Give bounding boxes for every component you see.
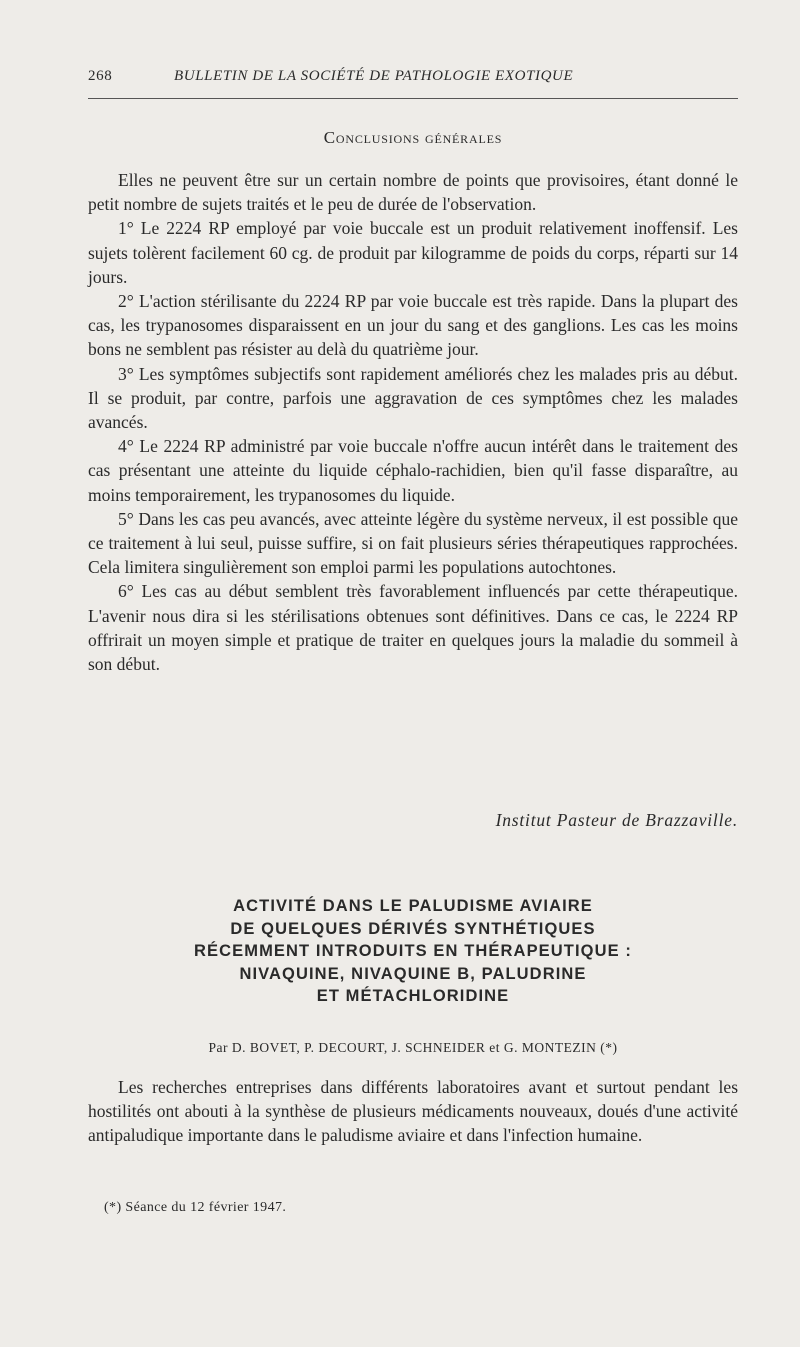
page-number: 268 (88, 68, 113, 84)
paragraph-point-3: 3° Les symptômes subjectifs sont rapidement améliorés chez les malades pris au début. Il se produit, par contre, parfois une aggravation de ces symptômes chez les malades avancés. (88, 363, 738, 433)
article-title (88, 895, 738, 1008)
header-rule (88, 98, 738, 99)
conclusions-body (88, 168, 738, 676)
section-title: Conclusions générales (323, 128, 503, 147)
intro-paragraph: Les recherches entreprises dans différents laboratoires avant et surtout pendant les hostilités ont abouti à la synthèse de plusieurs médicaments nouveaux, doués d'une activité antipaludique importante dans le paludisme aviaire et dans l'infection humaine. (88, 1077, 738, 1146)
article-intro (88, 1075, 738, 1148)
paragraph-point-4: 4° Le 2224 RP administré par voie buccale n'offre aucun intérêt dans le traitement des cas présentant une atteinte du liquide céphalo-rachidien, bien qu'il fasse disparaître, au moins temporairement, les trypanosomes du liquide. (88, 436, 738, 505)
paragraph-intro: Elles ne peuvent être sur un certain nombre de points que provisoires, étant donné le petit nombre de sujets traités et le peu de durée de l'observation. (88, 170, 738, 215)
paragraph-point-2: 2° L'action stérilisante du 2224 RP par voie buccale est très rapide. Dans la plupart des cas, les trypanosomes disparaissent en un jour du sang et des ganglions. Les cas les moins bons ne semblent pas résister au delà du quatrième jour. (88, 291, 738, 360)
institution-signature: Institut Pasteur de Brazzaville. (495, 810, 738, 830)
paragraph-point-5: 5° Dans les cas peu avancés, avec atteinte légère du système nerveux, il est possible que ce traitement à lui seul, puisse suffire, si on fait plusieurs séries thérapeutiques rapprochées. Cela limitera singulièrement son emploi parmi les populations autochtones. (88, 508, 738, 578)
article-title-line: ACTIVITÉ DANS LE PALUDISME AVIAIRE (233, 897, 593, 915)
article-title-line: NIVAQUINE, NIVAQUINE B, PALUDRINE (239, 964, 587, 983)
page-header (88, 68, 738, 92)
running-title: BULLETIN DE LA SOCIÉTÉ DE PATHOLOGIE EXOTIQUE (174, 68, 574, 84)
article-authors: Par D. BOVET, P. DECOURT, J. SCHNEIDER et G. MONTEZIN (*) (208, 1040, 618, 1055)
article-title-line: RÉCEMMENT INTRODUITS EN THÉRAPEUTIQUE : (194, 942, 632, 961)
article-title-line: DE QUELQUES DÉRIVÉS SYNTHÉTIQUES (230, 919, 596, 938)
article-title-line: ET MÉTACHLORIDINE (316, 987, 510, 1006)
paragraph-point-1: 1° Le 2224 RP employé par voie buccale est un produit relativement inoffensif. Les sujets tolèrent facilement 60 cg. de produit par kilogramme de poids du corps, réparti sur 14 jours. (88, 218, 738, 287)
paragraph-point-6: 6° Les cas au début semblent très favorablement influencés par cette thérapeutique. L'avenir nous dira si les stérilisations obtenues sont définitives. Dans ce cas, le 2224 RP offrirait un moyen simple et pratique de traiter en quelques jours la maladie du sommeil à son début. (88, 581, 738, 675)
footnote: (*) Séance du 12 février 1947. (104, 1200, 287, 1215)
